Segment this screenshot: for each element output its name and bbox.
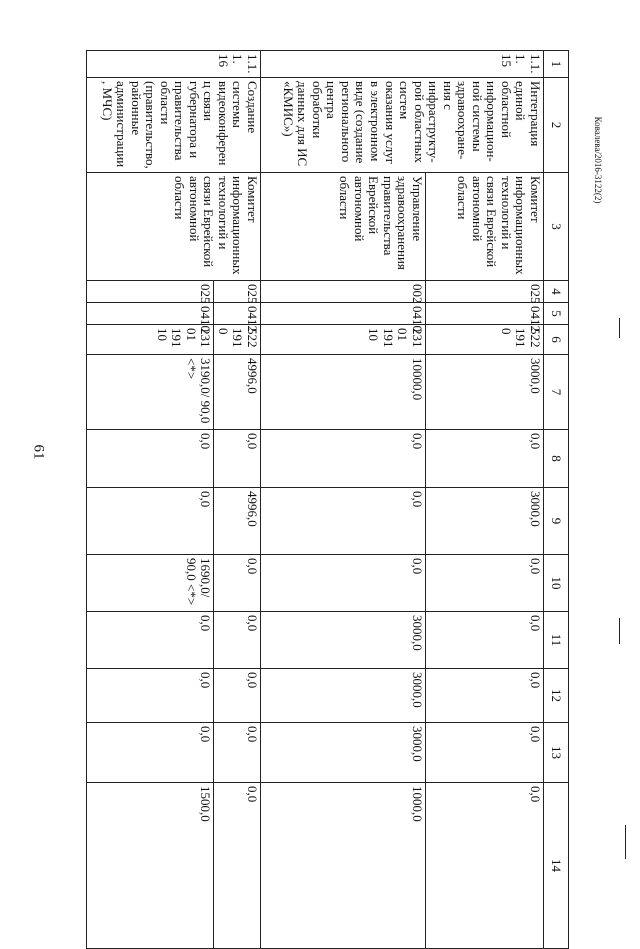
item-name: Интеграция единой областной информацион-ной системы здравоохране-ния с инфраструкту-рой областных систем оказания услуг в электронном виде (создание регионального центра обработки данных для ИС «КМИС») xyxy=(261,78,544,173)
rzpr-cell: 0412 xyxy=(426,303,544,325)
year-cell: 0,0 xyxy=(214,430,261,488)
grbs-cell: 025 xyxy=(87,281,214,303)
col-header: 8 xyxy=(544,430,569,488)
year-cell: 1000,0 xyxy=(261,783,426,949)
grbs-cell: 002 xyxy=(261,281,426,303)
executor-cell: Комитет информационных технологий и связи Еврейской автономной области xyxy=(87,173,261,281)
scan-edge-mark xyxy=(625,825,626,859)
header-row xyxy=(544,51,569,949)
item-name: Создание системы видеоконференц связи губернатора и правительства области (правительство, районные администрации, МЧС) xyxy=(87,78,261,173)
year-cell: 1500,0 xyxy=(87,783,214,949)
year-cell: 0,0 xyxy=(261,430,426,488)
col-header: 12 xyxy=(544,669,569,723)
year-cell: 0,0 xyxy=(87,723,214,783)
total-cell: 3000,0 xyxy=(426,355,544,430)
year-cell: 0,0 xyxy=(426,555,544,612)
year-cell: 0,0 xyxy=(261,488,426,555)
scan-edge-mark xyxy=(619,318,620,338)
col-header: 14 xyxy=(544,783,569,949)
year-cell: 0,0 xyxy=(426,430,544,488)
year-cell: 0,0 xyxy=(214,783,261,949)
scan-edge-mark xyxy=(619,618,620,644)
col-header: 7 xyxy=(544,355,569,430)
year-cell: 0,0 xyxy=(87,430,214,488)
table-row xyxy=(261,51,426,949)
year-cell: 0,0 xyxy=(87,612,214,669)
page-number: 61 xyxy=(30,444,47,460)
year-cell: 0,0 xyxy=(87,669,214,723)
rotated-table-sheet xyxy=(93,50,569,872)
total-cell: 4996,0 xyxy=(214,355,261,430)
year-cell: 0,0 xyxy=(426,612,544,669)
year-cell: 3000,0 xyxy=(261,723,426,783)
total-cell: 10000,0 xyxy=(261,355,426,430)
total-cell: 3190,0/ 90,0 <*> xyxy=(87,355,214,430)
year-cell: 0,0 xyxy=(426,723,544,783)
col-header: 3 xyxy=(544,173,569,281)
grbs-cell: 025 xyxy=(214,281,261,303)
year-cell: 0,0 xyxy=(214,555,261,612)
year-cell: 0,0 xyxy=(87,488,214,555)
item-number: 1.1.1. 16 xyxy=(87,51,261,78)
grbs-cell: 025 xyxy=(426,281,544,303)
year-cell: 0,0 xyxy=(214,669,261,723)
year-cell: 3000,0 xyxy=(261,669,426,723)
year-cell: 3000,0 xyxy=(261,612,426,669)
csr-cell: 522 1910 xyxy=(214,325,261,355)
col-header: 2 xyxy=(544,78,569,173)
year-cell: 0,0 xyxy=(426,783,544,949)
year-cell: 0,0 xyxy=(214,612,261,669)
csr-cell: 522 1910 xyxy=(426,325,544,355)
col-header: 1 xyxy=(544,51,569,78)
col-header: 9 xyxy=(544,488,569,555)
rzpr-cell: 0410 xyxy=(261,303,426,325)
executor-cell: Комитет информационных технологий и связи Еврейской автономной области xyxy=(426,173,544,281)
document-code: Ковалева/2016-3122(2) xyxy=(593,116,603,204)
rzpr-cell: 0410 xyxy=(87,303,214,325)
year-cell: 4996,0 xyxy=(214,488,261,555)
table-row xyxy=(426,51,544,949)
col-header: 6 xyxy=(544,325,569,355)
year-cell: 1690,0/ 90,0 <*> xyxy=(87,555,214,612)
item-number: 1.1.1. 15 xyxy=(261,51,544,78)
year-cell: 0,0 xyxy=(214,723,261,783)
executor-cell: Управление здравоохранения правительства Еврейской автономной области xyxy=(261,173,426,281)
col-header: 4 xyxy=(544,281,569,303)
csr-cell: 23101 19110 xyxy=(261,325,426,355)
year-cell: 3000,0 xyxy=(426,488,544,555)
col-header: 13 xyxy=(544,723,569,783)
csr-cell: 23101 19110 xyxy=(87,325,214,355)
year-cell: 0,0 xyxy=(261,555,426,612)
col-header: 5 xyxy=(544,303,569,325)
budget-table xyxy=(86,50,569,949)
rzpr-cell: 0412 xyxy=(214,303,261,325)
table-row xyxy=(214,51,261,949)
col-header: 11 xyxy=(544,612,569,669)
col-header: 10 xyxy=(544,555,569,612)
year-cell: 0,0 xyxy=(426,669,544,723)
